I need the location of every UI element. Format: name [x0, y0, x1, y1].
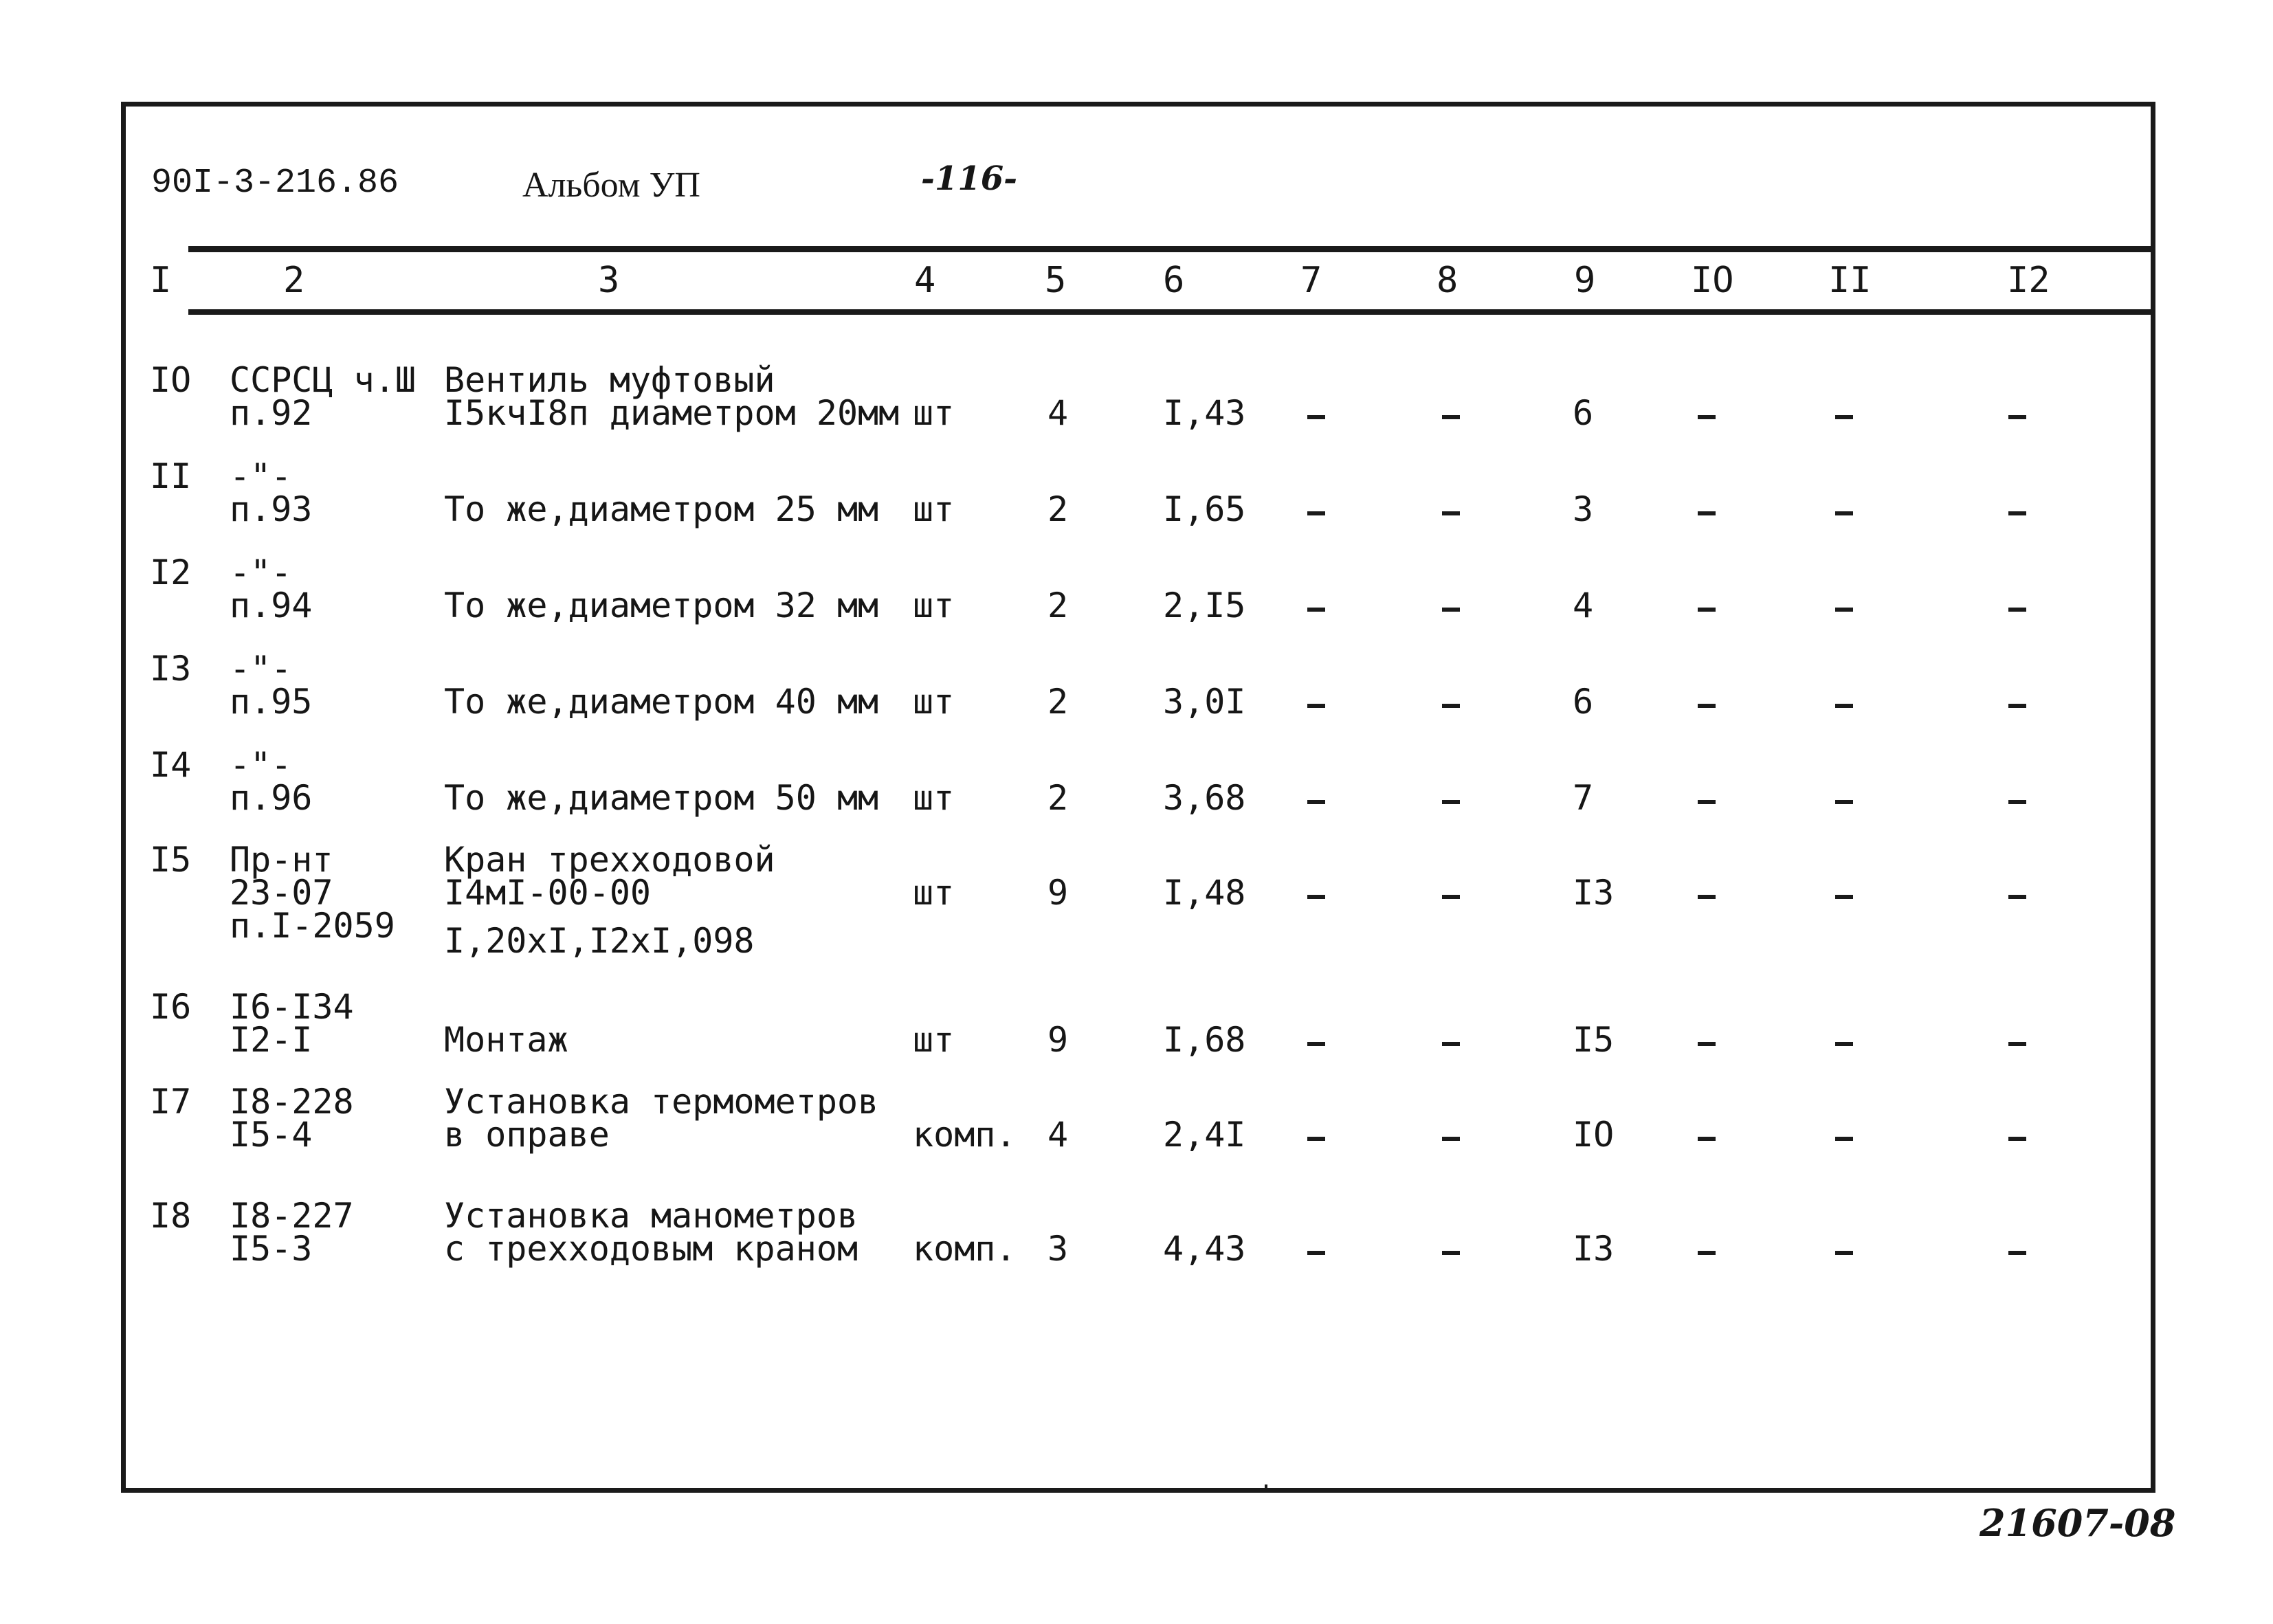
row-reference: -"- — [230, 649, 292, 689]
row-reference: Пр-нт — [230, 840, 333, 880]
empty-cell-dash — [2008, 608, 2026, 612]
empty-cell-dash — [1698, 511, 1716, 515]
row-column-9: I3 — [1573, 1229, 1615, 1269]
footer-inventory-code: 21607-08 — [1980, 1501, 2176, 1545]
empty-cell-dash — [1442, 895, 1460, 899]
row-description: То же,диаметром 40 мм — [444, 682, 879, 722]
row-quantity: 4 — [1047, 1115, 1069, 1155]
column-number-7: 7 — [1300, 260, 1322, 301]
row-reference: I8-228 — [230, 1082, 354, 1122]
row-number: I6 — [150, 987, 192, 1027]
row-reference: I2-I — [230, 1020, 313, 1060]
row-price: I,48 — [1163, 873, 1246, 913]
empty-cell-dash — [1442, 800, 1460, 804]
empty-cell-dash — [1835, 1137, 1853, 1141]
column-number-2: 2 — [283, 260, 305, 301]
row-quantity: 3 — [1047, 1229, 1069, 1269]
page-number: -116- — [921, 159, 1018, 198]
row-reference: ССРСЦ ч.Ш — [230, 360, 416, 400]
row-column-9: 7 — [1573, 778, 1594, 818]
column-number-6: 6 — [1163, 260, 1185, 301]
empty-cell-dash — [1307, 415, 1325, 419]
row-quantity: 2 — [1047, 682, 1069, 722]
row-number: I2 — [150, 553, 192, 592]
row-unit: шт — [913, 778, 955, 818]
row-description: Установка термометров — [444, 1082, 879, 1122]
column-number-11: II — [1828, 260, 1872, 301]
row-reference: п.96 — [230, 778, 313, 818]
empty-cell-dash — [2008, 1137, 2026, 1141]
empty-cell-dash — [1307, 800, 1325, 804]
row-number: IO — [150, 360, 192, 400]
empty-cell-dash — [1698, 1251, 1716, 1255]
empty-cell-dash — [1307, 704, 1325, 708]
empty-cell-dash — [1307, 608, 1325, 612]
row-unit: шт — [913, 682, 955, 722]
row-unit: комп. — [913, 1229, 1017, 1269]
row-reference: п.I-2059 — [230, 906, 395, 946]
row-price: I,43 — [1163, 393, 1246, 433]
empty-cell-dash — [1835, 608, 1853, 612]
row-description: I,20хI,I2хI,098 — [444, 921, 755, 961]
row-unit: шт — [913, 1020, 955, 1060]
empty-cell-dash — [1698, 1042, 1716, 1046]
column-number-10: IO — [1691, 260, 1734, 301]
empty-cell-dash — [1698, 415, 1716, 419]
empty-cell-dash — [1307, 1137, 1325, 1141]
row-reference: -"- — [230, 745, 292, 785]
row-number: I4 — [150, 745, 192, 785]
column-number-4: 4 — [914, 260, 936, 301]
table-header-bottom-rule — [188, 309, 2155, 315]
row-number: I3 — [150, 649, 192, 689]
frame-tick-mark — [1265, 1484, 1267, 1493]
row-price: 3,0I — [1163, 682, 1246, 722]
empty-cell-dash — [1698, 1137, 1716, 1141]
empty-cell-dash — [1835, 895, 1853, 899]
empty-cell-dash — [1835, 1042, 1853, 1046]
row-quantity: 2 — [1047, 489, 1069, 529]
table-header-top-rule — [188, 246, 2155, 252]
empty-cell-dash — [1442, 415, 1460, 419]
empty-cell-dash — [1698, 800, 1716, 804]
row-price: 4,43 — [1163, 1229, 1246, 1269]
row-column-9: 3 — [1573, 489, 1594, 529]
empty-cell-dash — [1835, 415, 1853, 419]
row-description: Монтаж — [444, 1020, 568, 1060]
album-label: Альбом УП — [522, 166, 700, 205]
row-reference: п.94 — [230, 586, 313, 625]
row-unit: комп. — [913, 1115, 1017, 1155]
empty-cell-dash — [2008, 704, 2026, 708]
empty-cell-dash — [2008, 1042, 2026, 1046]
empty-cell-dash — [1307, 1042, 1325, 1046]
row-column-9: I3 — [1573, 873, 1615, 913]
row-price: I,68 — [1163, 1020, 1246, 1060]
row-unit: шт — [913, 489, 955, 529]
row-description: Вентиль муфтовый — [444, 360, 775, 400]
row-column-9: I5 — [1573, 1020, 1615, 1060]
empty-cell-dash — [1835, 800, 1853, 804]
row-price: 2,I5 — [1163, 586, 1246, 625]
row-column-9: 6 — [1573, 682, 1594, 722]
empty-cell-dash — [1835, 1251, 1853, 1255]
empty-cell-dash — [2008, 415, 2026, 419]
row-description: в оправе — [444, 1115, 610, 1155]
row-reference: I6-I34 — [230, 987, 354, 1027]
empty-cell-dash — [1442, 1251, 1460, 1255]
row-column-9: 4 — [1573, 586, 1594, 625]
empty-cell-dash — [2008, 800, 2026, 804]
row-column-9: IO — [1573, 1115, 1615, 1155]
row-reference: п.95 — [230, 682, 313, 722]
column-number-5: 5 — [1045, 260, 1067, 301]
row-number: I8 — [150, 1196, 192, 1236]
empty-cell-dash — [1307, 1251, 1325, 1255]
row-reference: I5-4 — [230, 1115, 313, 1155]
row-description: I4мI-00-00 — [444, 873, 652, 913]
row-price: 2,4I — [1163, 1115, 1246, 1155]
row-description: То же,диаметром 32 мм — [444, 586, 879, 625]
row-price: I,65 — [1163, 489, 1246, 529]
empty-cell-dash — [1442, 511, 1460, 515]
empty-cell-dash — [1307, 511, 1325, 515]
column-number-8: 8 — [1437, 260, 1459, 301]
empty-cell-dash — [2008, 895, 2026, 899]
row-description: То же,диаметром 50 мм — [444, 778, 879, 818]
column-number-12: I2 — [2007, 260, 2050, 301]
row-quantity: 4 — [1047, 393, 1069, 433]
row-reference: -"- — [230, 456, 292, 496]
row-quantity: 2 — [1047, 778, 1069, 818]
empty-cell-dash — [1442, 1042, 1460, 1046]
row-number: I5 — [150, 840, 192, 880]
column-number-3: 3 — [598, 260, 620, 301]
row-unit: шт — [913, 393, 955, 433]
row-reference: 23-07 — [230, 873, 333, 913]
column-number-9: 9 — [1574, 260, 1596, 301]
row-reference: I5-3 — [230, 1229, 313, 1269]
row-description: с трехходовым краном — [444, 1229, 858, 1269]
row-reference: I8-227 — [230, 1196, 354, 1236]
empty-cell-dash — [2008, 1251, 2026, 1255]
row-price: 3,68 — [1163, 778, 1246, 818]
row-description: Установка манометров — [444, 1196, 858, 1236]
row-reference: -"- — [230, 553, 292, 592]
row-quantity: 9 — [1047, 1020, 1069, 1060]
row-reference: п.93 — [230, 489, 313, 529]
row-unit: шт — [913, 586, 955, 625]
row-reference: п.92 — [230, 393, 313, 433]
row-number: II — [150, 456, 192, 496]
empty-cell-dash — [2008, 511, 2026, 515]
row-unit: шт — [913, 873, 955, 913]
empty-cell-dash — [1835, 704, 1853, 708]
row-description: I5кчI8п диаметром 20мм — [444, 393, 900, 433]
row-description: Кран трехходовой — [444, 840, 775, 880]
row-description: То же,диаметром 25 мм — [444, 489, 879, 529]
row-quantity: 2 — [1047, 586, 1069, 625]
empty-cell-dash — [1442, 704, 1460, 708]
row-column-9: 6 — [1573, 393, 1594, 433]
column-number-1: I — [150, 260, 172, 301]
row-quantity: 9 — [1047, 873, 1069, 913]
empty-cell-dash — [1698, 608, 1716, 612]
empty-cell-dash — [1442, 1137, 1460, 1141]
empty-cell-dash — [1835, 511, 1853, 515]
row-number: I7 — [150, 1082, 192, 1122]
document-code: 90I-3-216.86 — [151, 164, 399, 203]
empty-cell-dash — [1307, 895, 1325, 899]
empty-cell-dash — [1698, 704, 1716, 708]
empty-cell-dash — [1442, 608, 1460, 612]
empty-cell-dash — [1698, 895, 1716, 899]
